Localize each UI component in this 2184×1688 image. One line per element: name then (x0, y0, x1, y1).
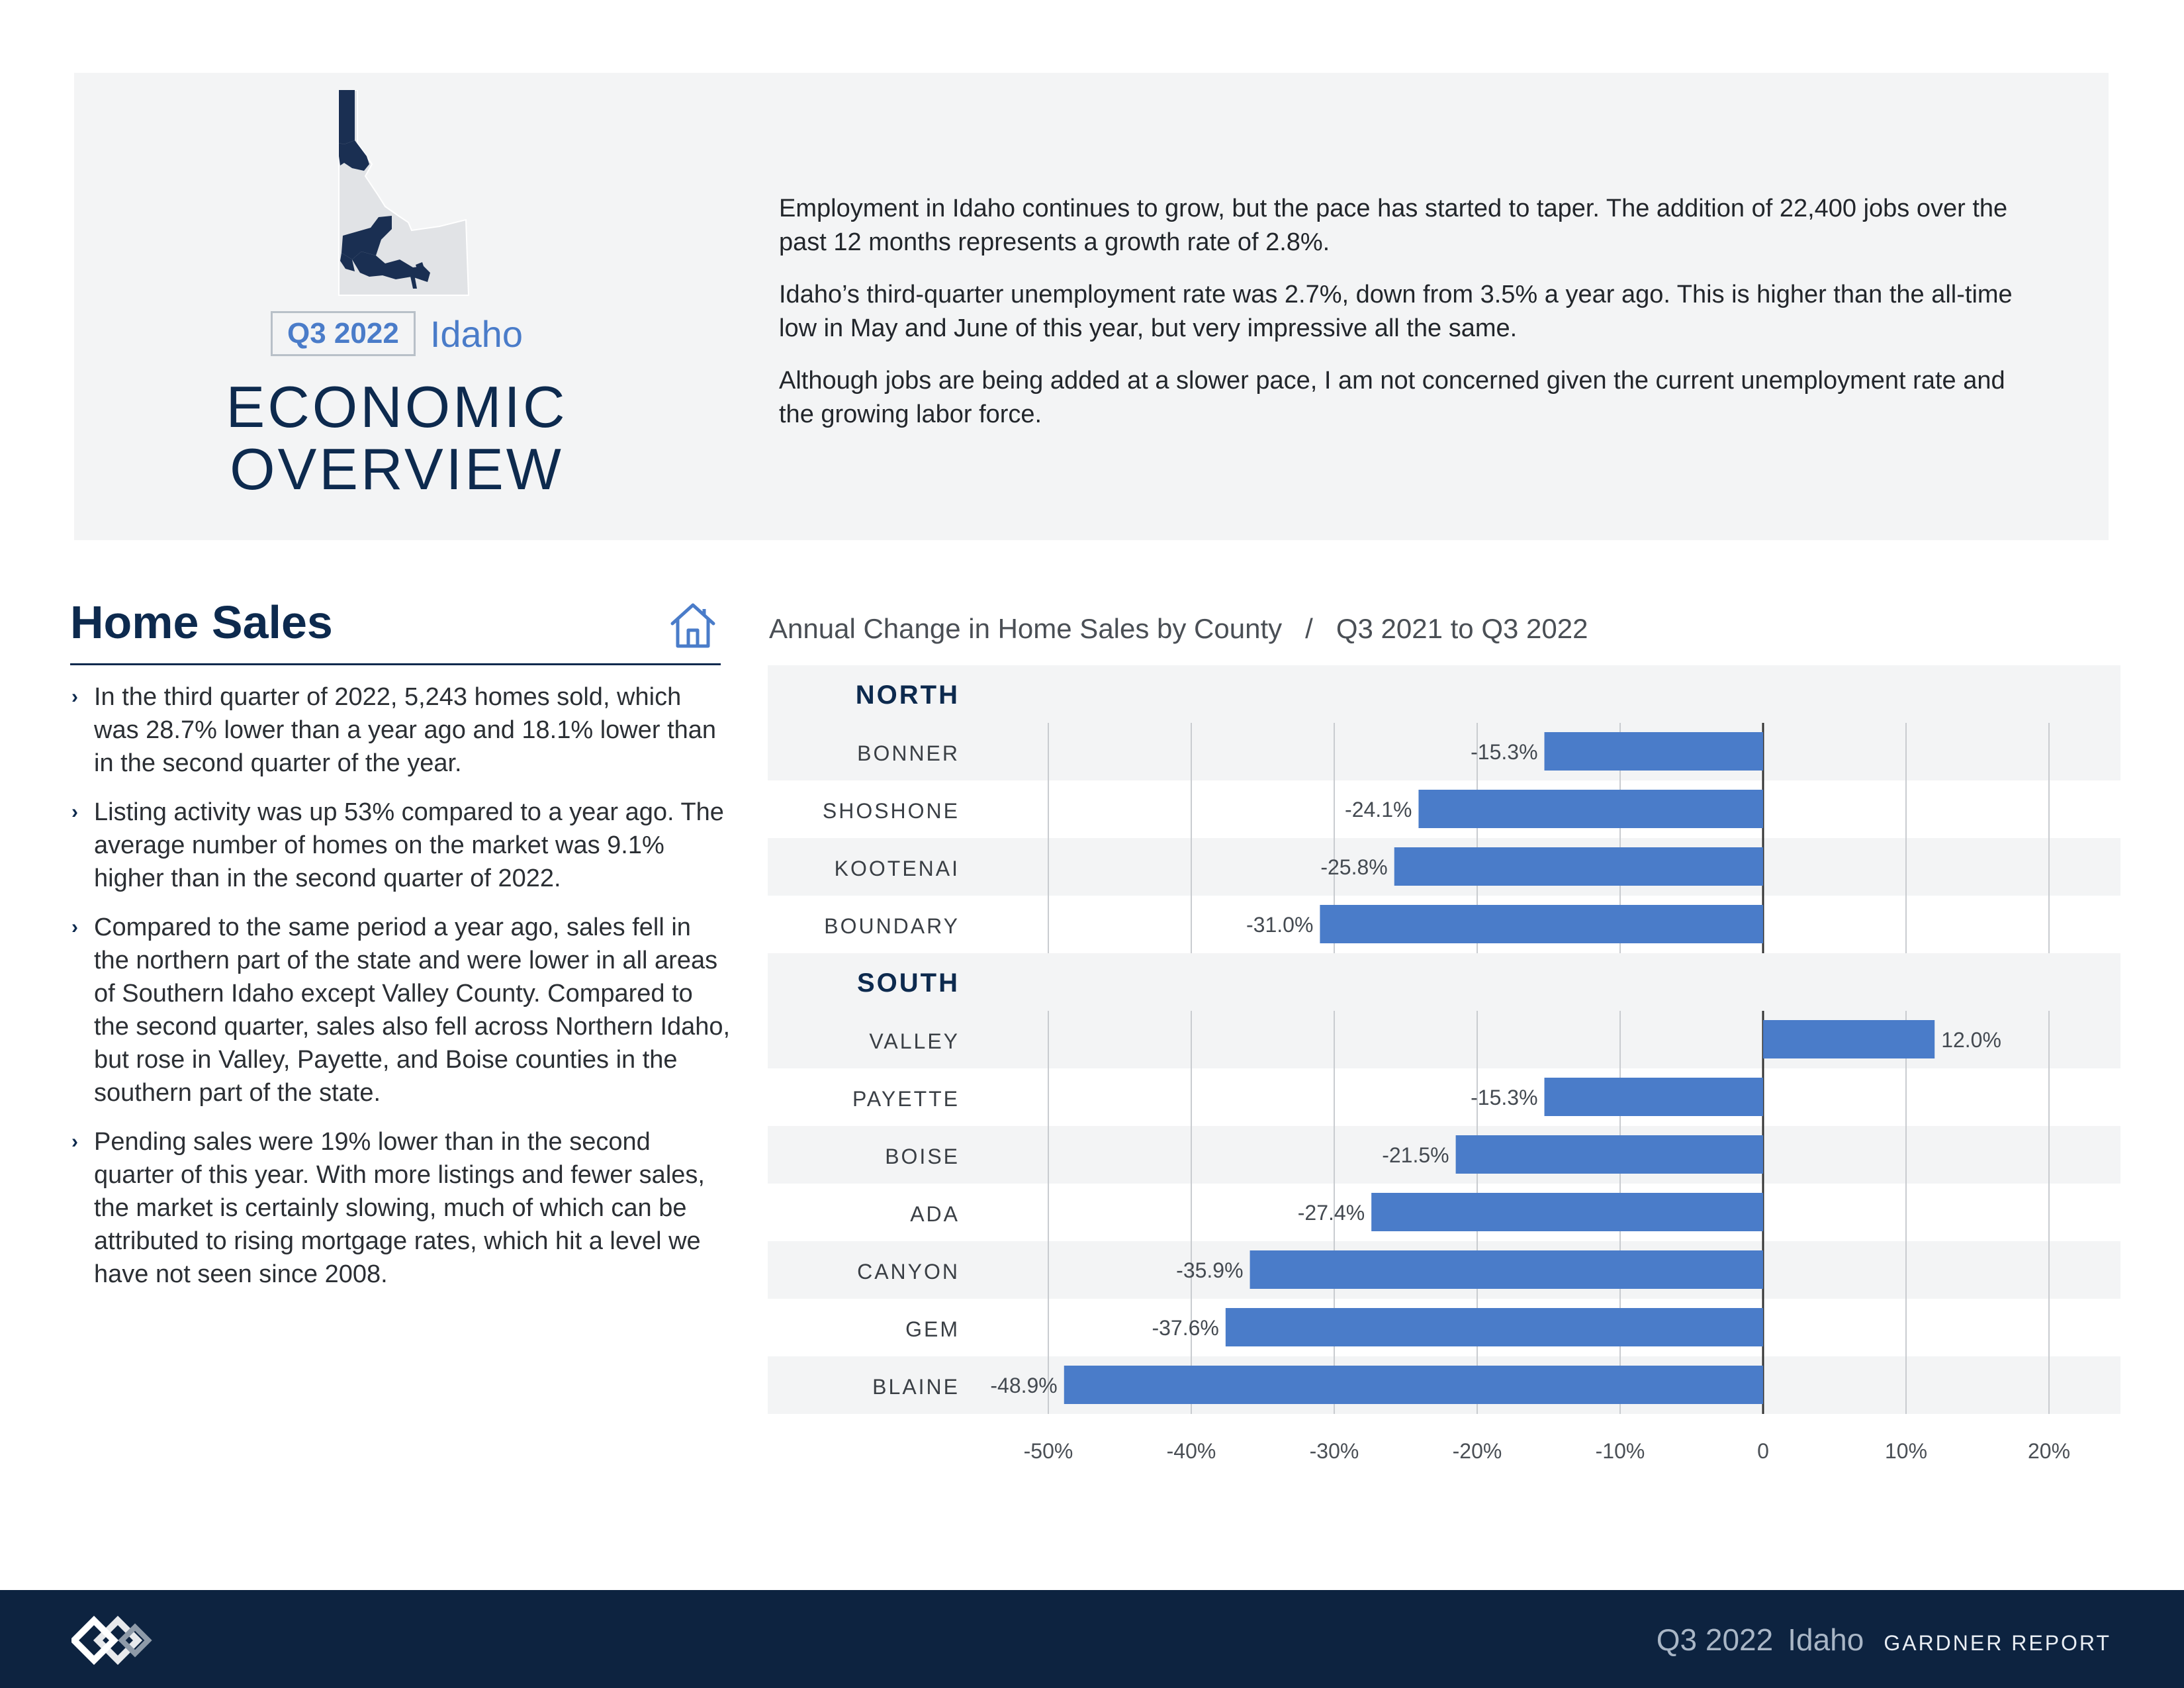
home-sales-heading: Home Sales (70, 596, 333, 648)
chart-title-text: Annual Change in Home Sales by County (769, 613, 1283, 644)
quarter-state-tag (74, 311, 719, 356)
x-tick-label: 10% (1884, 1439, 1928, 1460)
x-tick-label: 20% (2027, 1439, 2071, 1460)
data-label: -25.8% (1320, 855, 1388, 879)
group-label: SOUTH (857, 968, 960, 998)
group-header-band (768, 953, 2120, 1011)
list-item (70, 911, 732, 1109)
category-label: BOUNDARY (824, 914, 960, 938)
list-item (70, 1125, 732, 1291)
chart-subtitle: Q3 2021 to Q3 2022 (1336, 613, 1588, 644)
category-label: ADA (910, 1202, 960, 1226)
footer-report-label (1657, 1622, 2111, 1658)
group-header-band (768, 665, 2120, 723)
data-label: 12.0% (1941, 1028, 2001, 1052)
x-tick-label: -30% (1309, 1439, 1359, 1460)
category-label: VALLEY (869, 1029, 960, 1053)
footer-bar (0, 1590, 2184, 1688)
bullet-text: In the third quarter of 2022, 5,243 homes sold, which was 28.7% lower than a year ago and 18.1% lower than in the second quarter of the year. (94, 683, 717, 777)
list-item (70, 796, 732, 895)
group-label: NORTH (855, 680, 960, 710)
page-title-line-2: OVERVIEW (230, 436, 564, 502)
data-label: -31.0% (1246, 913, 1314, 937)
footer-quarter: Q3 2022 (1656, 1622, 1774, 1657)
bar (1763, 1020, 1934, 1058)
row-band (768, 723, 2120, 780)
bar (1320, 905, 1763, 943)
data-label: -35.9% (1176, 1258, 1244, 1282)
category-label: SHOSHONE (822, 799, 960, 823)
x-tick-label: -20% (1452, 1439, 1502, 1460)
data-label: -37.6% (1152, 1316, 1219, 1340)
x-tick-label: -10% (1595, 1439, 1645, 1460)
chart-title-separator: / (1305, 613, 1313, 644)
heading-divider (70, 663, 721, 665)
overview-paragraph: Employment in Idaho continues to grow, but the pace has started to taper. The addition of 22,400 jobs over the past 12 months represents a growth rate of 2.8%. (779, 195, 2008, 256)
x-tick-label: 0 (1757, 1439, 1769, 1460)
quarter-tag: Q3 2022 (271, 311, 416, 356)
data-label: -48.9% (990, 1374, 1058, 1397)
bar (1418, 790, 1763, 828)
list-item (70, 680, 732, 780)
bar (1371, 1193, 1763, 1231)
category-label: CANYON (857, 1260, 960, 1284)
house-icon (667, 600, 719, 650)
bar (1064, 1366, 1763, 1404)
data-label: -21.5% (1382, 1143, 1449, 1167)
data-label: -15.3% (1471, 1086, 1538, 1109)
chart-title (769, 613, 1588, 645)
category-label: GEM (905, 1317, 960, 1341)
overview-text (779, 192, 2023, 450)
bar (1394, 847, 1763, 886)
category-label: KOOTENAI (834, 857, 960, 880)
bullet-chevron-icon: › (71, 801, 78, 823)
overview-paragraph: Although jobs are being added at a slower pace, I am not concerned given the current unemployment rate and the growing labor force. (779, 367, 2005, 428)
x-tick-label: -50% (1023, 1439, 1073, 1460)
category-label: BOISE (885, 1145, 960, 1168)
category-label: BLAINE (872, 1375, 960, 1399)
bullet-chevron-icon: › (71, 916, 78, 938)
footer-report-name: GARDNER REPORT (1884, 1631, 2111, 1655)
windermere-logo-icon (71, 1614, 158, 1667)
bar (1250, 1250, 1763, 1289)
home-sales-bullets (70, 680, 732, 1307)
bullet-chevron-icon: › (71, 1131, 78, 1152)
bar (1545, 1078, 1763, 1116)
x-tick-label: -40% (1166, 1439, 1216, 1460)
bullet-text: Pending sales were 19% lower than in the second quarter of this year. With more listings and fewer sales, the market is certainly slowing, much of which can be attributed to rising mortgage rates, which hit a level we have not seen since 2008. (94, 1128, 705, 1288)
bullet-text: Listing activity was up 53% compared to a year ago. The average number of homes on the market was 9.1% higher than in the second quarter of 2022. (94, 798, 724, 892)
bullet-chevron-icon: › (71, 686, 78, 708)
bar (1226, 1308, 1763, 1346)
bullet-text: Compared to the same period a year ago, sales fell in the northern part of the state and were lower in all areas of Southern Idaho except Valley County. Compared to the second quarter, sales also fell across Northern Idaho, but rose in Valley, Payette, and Boise counties in the southern part of the state. (94, 914, 731, 1107)
footer-state: Idaho (1788, 1622, 1864, 1657)
overview-paragraph: Idaho’s third-quarter unemployment rate was 2.7%, down from 3.5% a year ago. This is higher than the all-time low in May and June of this year, but very impressive all the same. (779, 281, 2013, 342)
state-label: Idaho (430, 312, 523, 355)
page-title-line-1: ECONOMIC (226, 374, 568, 440)
category-label: PAYETTE (852, 1087, 960, 1111)
data-label: -24.1% (1345, 798, 1412, 821)
page-title (74, 376, 719, 500)
bar (1545, 732, 1763, 771)
category-label: BONNER (857, 741, 960, 765)
chart-canvas (768, 665, 2120, 1460)
bar (1456, 1135, 1763, 1174)
data-label: -27.4% (1297, 1201, 1365, 1225)
home-sales-bar-chart (768, 665, 2120, 1460)
data-label: -15.3% (1471, 740, 1538, 764)
economic-overview-panel (74, 73, 2109, 540)
